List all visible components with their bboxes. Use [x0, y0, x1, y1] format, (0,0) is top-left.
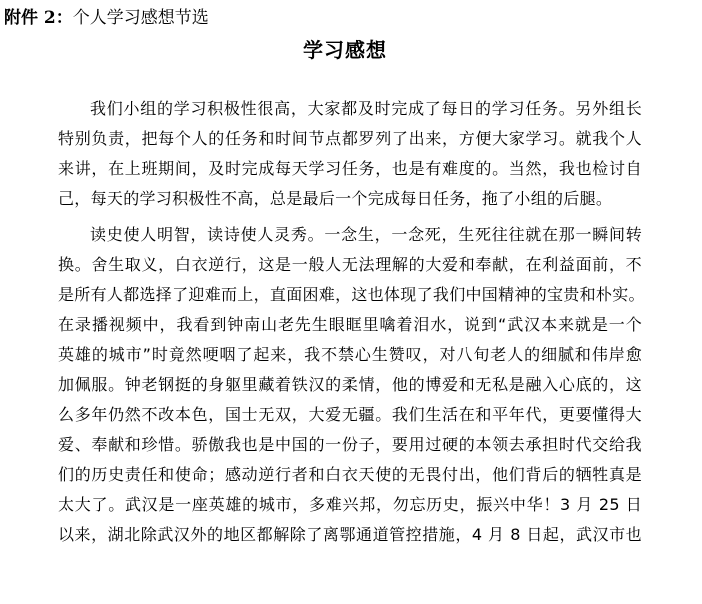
text-line: 读史使人明智，读诗使人灵秀。一念生，一念死，生死往往就在那一瞬间转 [90, 225, 642, 244]
document-body [58, 94, 645, 550]
paragraph [58, 220, 645, 550]
text-line: 们的历史责任和使命；感动逆行者和白衣天使的无畏付出，他们背后的牺牲真是 [58, 465, 642, 484]
text-line: 以来，湖北除武汉外的地区都解除了离鄂通道管控措施，4 月 8 日起，武汉市也 [58, 525, 642, 544]
attachment-header [4, 6, 209, 30]
text-line: 己，每天的学习积极性不高，总是最后一个完成每日任务，拖了小组的后腿。 [58, 189, 613, 208]
text-line: 英雄的城市”时竟然哽咽了起来，我不禁心生赞叹，对八旬老人的细腻和伟岸愈 [58, 345, 642, 364]
text-line: 爱、奉献和珍惜。骄傲我也是中国的一份子，要用过硬的本领去承担时代交给我 [58, 435, 642, 454]
text-line: 换。舍生取义，白衣逆行，这是一般人无法理解的大爱和奉献，在利益面前，不 [58, 255, 642, 274]
text-line: 在录播视频中，我看到钟南山老先生眼眶里噙着泪水，说到“武汉本来就是一个 [58, 315, 642, 334]
paragraph [58, 94, 642, 214]
text-line: 加佩服。钟老钢挺的身躯里藏着铁汉的柔情，他的博爱和无私是融入心底的，这 [58, 375, 642, 394]
text-line: 我们小组的学习积极性很高，大家都及时完成了每日的学习任务。另外组长 [90, 99, 642, 118]
attachment-caption: 个人学习感想节选 [72, 8, 209, 28]
text-line: 是所有人都选择了迎难而上，直面困难，这也体现了我们中国精神的宝贵和朴实。 [58, 285, 645, 304]
attachment-label: 附件 2： [4, 8, 73, 28]
text-line: 特别负责，把每个人的任务和时间节点都罗列了出来，方便大家学习。就我个人 [58, 129, 642, 148]
text-line: 来讲，在上班期间，及时完成每天学习任务，也是有难度的。当然，我也检讨自 [58, 159, 642, 178]
text-line: 太大了。武汉是一座英雄的城市，多难兴邦，勿忘历史，振兴中华！3 月 25 日 [58, 495, 642, 514]
document-title: 学习感想 [303, 38, 387, 62]
text-line: 么多年仍然不改本色，国士无双，大爱无疆。我们生活在和平年代，更要懂得大 [58, 405, 642, 424]
